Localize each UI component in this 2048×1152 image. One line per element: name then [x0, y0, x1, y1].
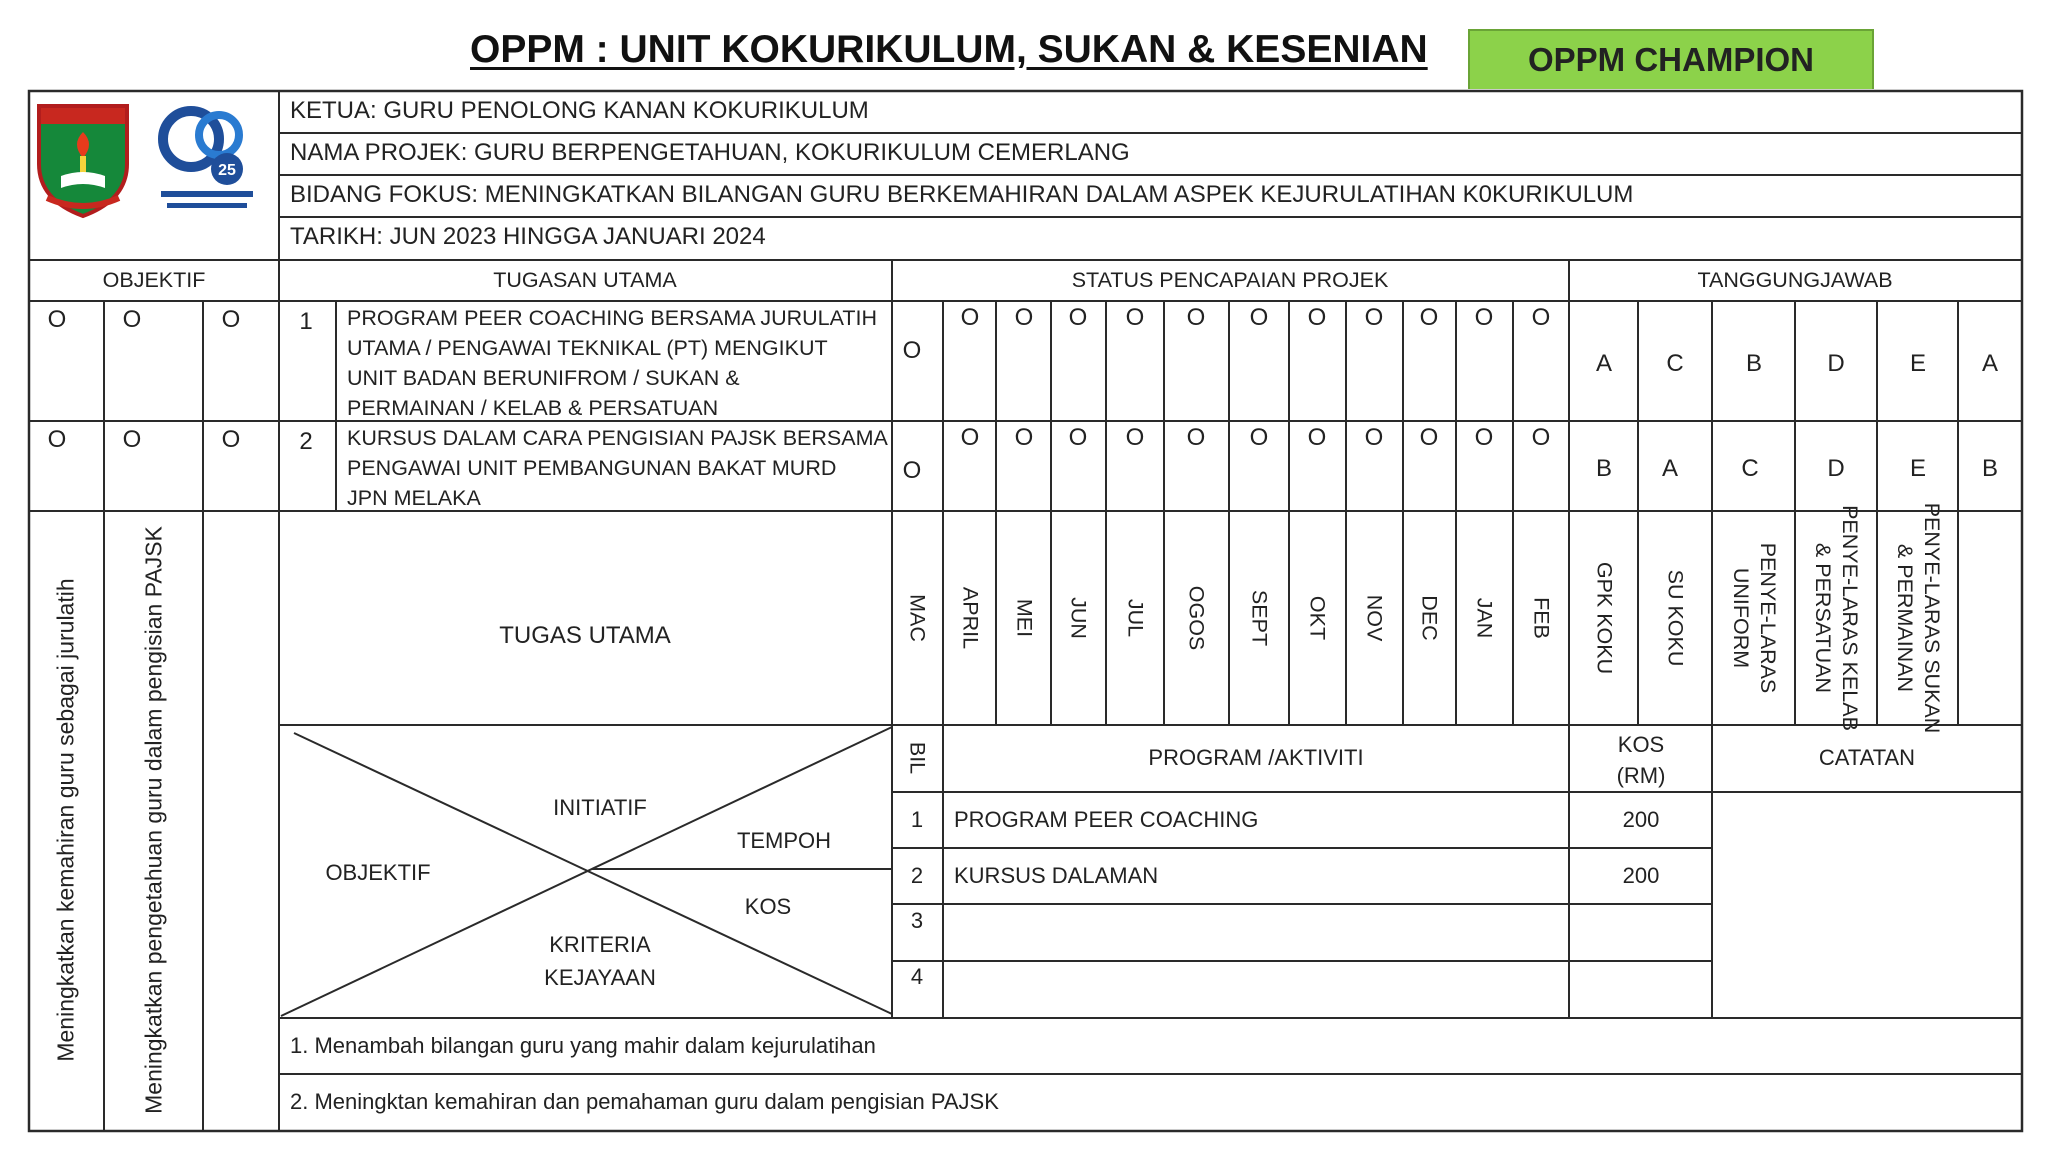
- summary-2: 2. Meningktan kemahiran dan pemahaman guru dalam pengisian PAJSK: [290, 1089, 999, 1114]
- role-penyelaras-kelab: PENYE-LARAS KELAB & PERSATUAN: [1811, 505, 1862, 731]
- month-ogos: OGOS: [1184, 585, 1209, 651]
- task1-line-3: UNIT BADAN BERUNIFROM / SUKAN &: [347, 366, 740, 390]
- info-ketua: KETUA: GURU PENOLONG KANAN KOKURIKULUM: [290, 97, 869, 124]
- task2-status-ogos: O: [1249, 424, 1269, 451]
- task2-status-sept: O: [1307, 424, 1327, 451]
- task1-number: 1: [299, 308, 313, 335]
- task1-status-dec: O: [1474, 304, 1494, 331]
- task2-resp-su: A: [1661, 455, 1679, 482]
- program-bil-header: BIL: [905, 741, 930, 775]
- task2-status-jul: O: [1186, 424, 1206, 451]
- task2-obj-1: O: [47, 426, 67, 453]
- role-gpk-koku: GPK KOKU: [1592, 561, 1617, 675]
- program-catatan-header: CATATAN: [1818, 745, 1916, 770]
- program-row1-name: PROGRAM PEER COACHING: [954, 807, 1259, 832]
- header-status: STATUS PENCAPAIAN PROJEK: [1071, 268, 1389, 292]
- header-tanggungjawab: TANGGUNGJAWAB: [1697, 268, 1893, 292]
- task2-status-first: O: [902, 457, 922, 484]
- task1-status-april: O: [1014, 304, 1034, 331]
- info-tarikh: TARIKH: JUN 2023 HINGGA JANUARI 2024: [290, 223, 766, 250]
- task2-line-3: JPN MELAKA: [347, 486, 481, 510]
- task1-status-okt: O: [1364, 304, 1384, 331]
- task1-resp-extra: A: [1981, 350, 1999, 377]
- objective-vertical-2: Meningkatkan pengetahuan guru dalam pengisian PAJSK: [140, 526, 167, 1114]
- task2-status-jun: O: [1125, 424, 1145, 451]
- champion-badge: OPPM CHAMPION: [1468, 29, 1874, 89]
- month-mac: MAC: [905, 594, 930, 642]
- task1-status-jan: O: [1531, 304, 1551, 331]
- task1-resp-su: C: [1666, 350, 1684, 377]
- task1-obj-3: O: [221, 306, 241, 333]
- program-row2-num: 2: [910, 863, 924, 888]
- task1-line-4: PERMAINAN / KELAB & PERSATUAN: [347, 396, 719, 420]
- month-sept: SEPT: [1247, 589, 1272, 647]
- page-title: OPPM : UNIT KOKURIKULUM, SUKAN & KESENIAN: [470, 28, 1428, 71]
- task2-status-okt: O: [1364, 424, 1384, 451]
- program-row3-num: 3: [910, 908, 924, 933]
- info-projek: NAMA PROJEK: GURU BERPENGETAHUAN, KOKURIKULUM CEMERLANG: [290, 139, 1130, 166]
- task1-status-mac: O: [960, 304, 980, 331]
- task1-resp-kelab: D: [1827, 350, 1845, 377]
- task2-status-nov: O: [1419, 424, 1439, 451]
- tugas-utama-label: TUGAS UTAMA: [499, 622, 671, 649]
- role-su-koku: SU KOKU: [1663, 569, 1688, 667]
- task1-status-sept: O: [1307, 304, 1327, 331]
- info-fokus: BIDANG FOKUS: MENINGKATKAN BILANGAN GURU BERKEMAHIRAN DALAM ASPEK KEJURULATIHAN K0KURIKULUM: [290, 181, 1634, 208]
- school-crest-icon: [33, 102, 133, 220]
- task1-status-mei: O: [1068, 304, 1088, 331]
- month-mei: MEI: [1012, 598, 1037, 638]
- matrix-initiatif: INITIATIF: [553, 795, 647, 820]
- task1-status-jul: O: [1186, 304, 1206, 331]
- program-aktiviti-header: PROGRAM /AKTIVITI: [1148, 745, 1364, 770]
- header-tugasan: TUGASAN UTAMA: [493, 268, 677, 292]
- task1-resp-sukan: E: [1909, 350, 1927, 377]
- task1-resp-uniform: B: [1745, 350, 1763, 377]
- svg-text:25: 25: [218, 162, 236, 179]
- month-dec: DEC: [1417, 595, 1442, 641]
- month-jan: JAN: [1472, 597, 1497, 639]
- program-row4-num: 4: [910, 964, 924, 989]
- program-row1-num: 1: [910, 807, 924, 832]
- matrix-objektif: OBJEKTIF: [325, 860, 431, 885]
- matrix-tempoh: TEMPOH: [736, 828, 832, 853]
- task1-status-ogos: O: [1249, 304, 1269, 331]
- matrix-kos: KOS: [744, 894, 792, 919]
- task2-resp-extra: B: [1981, 455, 1999, 482]
- program-row2-cost: 200: [1622, 863, 1660, 888]
- task1-line-2: UTAMA / PENGAWAI TEKNIKAL (PT) MENGIKUT: [347, 336, 828, 360]
- task2-resp-uniform: C: [1741, 455, 1759, 482]
- task2-resp-gpk: B: [1595, 455, 1613, 482]
- role-penyelaras-uniform: PENYE-LARAS UNIFORM: [1729, 542, 1780, 694]
- program-kos-header: KOS (RM): [1616, 732, 1666, 788]
- task1-status-jun: O: [1125, 304, 1145, 331]
- task2-status-dec: O: [1474, 424, 1494, 451]
- task2-line-2: PENGAWAI UNIT PEMBANGUNAN BAKAT MURD: [347, 456, 837, 480]
- summary-1: 1. Menambah bilangan guru yang mahir dalam kejurulatihan: [290, 1033, 876, 1058]
- task1-status-nov: O: [1419, 304, 1439, 331]
- task1-obj-1: O: [47, 306, 67, 333]
- month-april: APRIL: [958, 586, 983, 650]
- task2-obj-3: O: [221, 426, 241, 453]
- task2-status-april: O: [1014, 424, 1034, 451]
- task2-resp-kelab: D: [1827, 455, 1845, 482]
- program-row1-cost: 200: [1622, 807, 1660, 832]
- task1-status-first: O: [902, 337, 922, 364]
- month-feb: FEB: [1529, 597, 1554, 639]
- role-penyelaras-sukan: PENYE-LARAS SUKAN & PERMAINAN: [1893, 502, 1944, 734]
- task2-status-jan: O: [1531, 424, 1551, 451]
- task1-resp-gpk: A: [1595, 350, 1613, 377]
- objective-vertical-1: Meningkatkan kemahiran guru sebagai jurulatih: [52, 578, 79, 1062]
- task2-line-1: KURSUS DALAM CARA PENGISIAN PAJSK BERSAMA: [347, 426, 888, 450]
- task1-line-1: PROGRAM PEER COACHING BERSAMA JURULATIH: [347, 306, 878, 330]
- header-objektif: OBJEKTIF: [102, 268, 206, 292]
- matrix-kriteria-kejayaan: KRITERIA KEJAYAAN: [544, 932, 656, 990]
- program-row2-name: KURSUS DALAMAN: [954, 863, 1159, 888]
- task2-number: 2: [299, 428, 313, 455]
- month-jul: JUL: [1123, 598, 1148, 638]
- task2-status-mac: O: [960, 424, 980, 451]
- task2-status-mei: O: [1068, 424, 1088, 451]
- month-jun: JUN: [1066, 597, 1091, 639]
- task2-obj-2: O: [122, 426, 142, 453]
- month-nov: NOV: [1362, 594, 1387, 642]
- task1-obj-2: O: [122, 306, 142, 333]
- month-okt: OKT: [1305, 595, 1330, 641]
- program-logo-icon: [157, 99, 257, 219]
- task2-resp-sukan: E: [1909, 455, 1927, 482]
